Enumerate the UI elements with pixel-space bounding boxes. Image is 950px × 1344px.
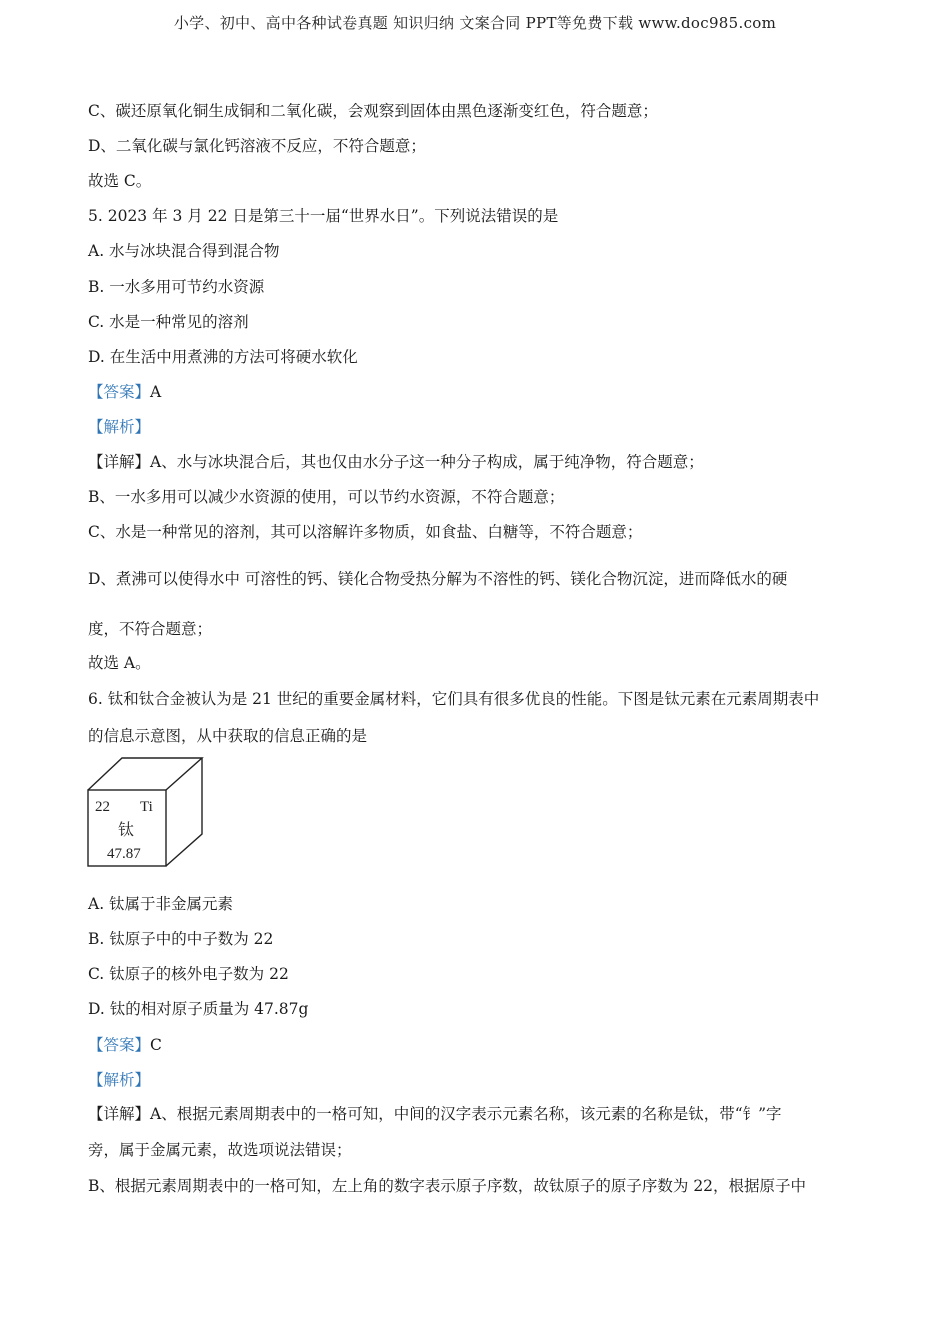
cube-top-face — [88, 758, 202, 790]
answer-label: 【答案】 — [88, 383, 151, 401]
element-cube-figure — [86, 756, 208, 868]
option-b: B. 钛原子中的中子数为 22 — [88, 930, 274, 948]
text-line: 旁，属于金属元素，故选项说法错误； — [88, 1141, 352, 1159]
text-line: C、碳还原氧化铜生成铜和二氧化碳，会观察到固体由黑色逐渐变红色，符合题意； — [88, 102, 658, 120]
element-name: 钛 — [118, 820, 135, 839]
question-5-stem: 5. 2023 年 3 月 22 日是第三十一届“世界水日”。下列说法错误的是 — [88, 207, 559, 225]
option-a: A. 钛属于非金属元素 — [88, 895, 234, 913]
text-line: 【详解】A、根据元素周期表中的一格可知，中间的汉字表示元素名称，该元素的名称是钛，带“钅”字 — [88, 1105, 782, 1123]
atomic-mass: 47.87 — [107, 846, 141, 862]
option-d: D. 钛的相对原子质量为 47.87g — [88, 1000, 309, 1018]
answer-value: C — [150, 1036, 162, 1054]
element-symbol: Ti — [140, 799, 153, 815]
text-line: 故选 C。 — [88, 172, 152, 190]
text-line: C、水是一种常见的溶剂，其可以溶解许多物质，如食盐、白糖等，不符合题意； — [88, 523, 643, 541]
answer-line — [88, 1034, 162, 1056]
text-line: B、一水多用可以减少水资源的使用，可以节约水资源，不符合题意； — [88, 488, 565, 506]
text-line: B、根据元素周期表中的一格可知，左上角的数字表示原子序数，故钛原子的原子序数为 22，根据原子中 — [88, 1177, 807, 1195]
text-line: 【详解】A、水与冰块混合后，其也仅由水分子这一种分子构成，属于纯净物，符合题意； — [88, 453, 704, 471]
text-line: 度，不符合题意； — [88, 620, 213, 638]
page-header: 小学、初中、高中各种试卷真题 知识归纳 文案合同 PPT等免费下载 www.doc985.com — [173, 14, 777, 32]
question-6-stem: 6. 钛和钛合金被认为是 21 世纪的重要金属材料，它们具有很多优良的性能。下图是钛元素在元素周期表中 — [88, 690, 820, 708]
option-c: C. 水是一种常见的溶剂 — [88, 313, 249, 331]
answer-value: A — [150, 383, 162, 401]
answer-label: 【答案】 — [88, 1036, 151, 1054]
atomic-number: 22 — [95, 799, 110, 815]
analysis-label: 【解析】 — [88, 1071, 151, 1089]
analysis-label: 【解析】 — [88, 418, 151, 436]
question-6-stem-cont: 的信息示意图，从中获取的信息正确的是 — [88, 727, 368, 745]
option-c: C. 钛原子的核外电子数为 22 — [88, 965, 289, 983]
text-line: D、煮沸可以使得水中 可溶性的钙、镁化合物受热分解为不溶性的钙、镁化合物沉淀，进而降低水的硬 — [88, 570, 788, 588]
option-a: A. 水与冰块混合得到混合物 — [88, 242, 280, 260]
option-d: D. 在生活中用煮沸的方法可将硬水软化 — [88, 348, 358, 366]
text-line: 故选 A。 — [88, 654, 151, 672]
text-line: D、二氧化碳与氯化钙溶液不反应，不符合题意； — [88, 137, 426, 155]
option-b: B. 一水多用可节约水资源 — [88, 278, 265, 296]
answer-line — [88, 381, 161, 403]
